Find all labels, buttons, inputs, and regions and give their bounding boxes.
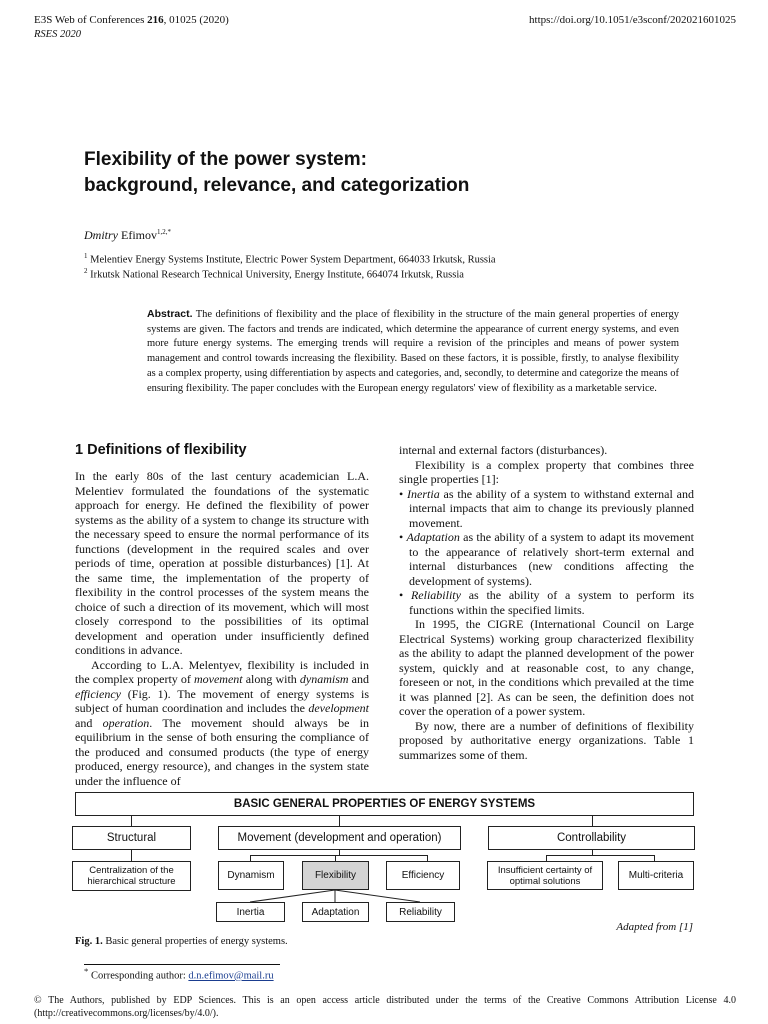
- connector: [131, 849, 132, 861]
- abstract-label: Abstract.: [147, 308, 193, 320]
- diagram-inertia-box: Inertia: [216, 902, 285, 922]
- bullet-adaptation: • Adaptation as the ability of a system to adapt its movement to the appearance of relatively short-term external and internal disturbances (new conditions affecting the development of systems).: [399, 530, 695, 588]
- figure-caption-label: Fig. 1.: [75, 936, 103, 947]
- term-reliability: Reliability: [410, 588, 461, 602]
- connector: [546, 855, 655, 856]
- p2-text-c: and: [348, 672, 369, 686]
- connector: [335, 855, 336, 861]
- journal-volume: 216: [147, 14, 164, 26]
- journal-name: E3S Web of Conferences: [34, 14, 148, 26]
- connector: [592, 815, 593, 826]
- diagram-efficiency-box: Efficiency: [386, 861, 460, 890]
- term-adaptation: Adaptation: [406, 530, 460, 544]
- footnote-text: Corresponding author:: [88, 970, 189, 982]
- abstract: [147, 307, 679, 396]
- title-line-2: background, relevance, and categorization: [84, 175, 470, 196]
- paragraph-3: Flexibility is a complex property that combines three single properties [1]:: [399, 457, 694, 486]
- affiliation-2-text: Irkutsk National Research Technical University, Energy Institute, 664074 Irkutsk, Russia: [87, 269, 464, 281]
- journal-citation: [34, 14, 229, 26]
- author-first-name: Dmitry: [84, 228, 118, 242]
- diagram-dynamism-box: Dynamism: [218, 861, 284, 890]
- bullet-adaptation-text: as the ability of a system to adapt its movement to the appearance of relatively short-term external and internal disturbances (new conditions affecting the development of systems).: [409, 530, 695, 588]
- diagram-top-box: BASIC GENERAL PROPERTIES OF ENERGY SYSTEMS: [75, 792, 694, 816]
- connector: [654, 855, 655, 861]
- left-column: [75, 469, 369, 788]
- diagram-centralization-box: Centralization of the hierarchical structure: [72, 861, 191, 891]
- paragraph-2: [75, 658, 369, 789]
- bullet-inertia-text: as the ability of a system to withstand external and internal impacts that aim to change its previously planned movement.: [409, 486, 694, 530]
- right-column: [399, 443, 694, 762]
- connector: [546, 855, 547, 861]
- connector: [592, 849, 593, 855]
- author-affiliation-marks: 1,2,*: [157, 228, 171, 236]
- paragraph-5: By now, there are a number of definitions of flexibility proposed by authoritative energy organizations. Table 1 summarizes some of them.: [399, 718, 694, 762]
- p2-text-f: . The movement should always be in equilibrium in the sense of both ensuring the compliance of the produced and consumed products (the type of energy produced, energy resource), and changes in the system state under the influence of: [75, 715, 369, 788]
- connector: [250, 855, 428, 856]
- connector: [427, 855, 428, 861]
- connector: [339, 815, 340, 826]
- paper-title: [84, 147, 704, 199]
- footnote-rule: [84, 964, 280, 965]
- author-email-link[interactable]: d.n.efimov@mail.ru: [188, 970, 274, 982]
- author-last-name: Efimov: [118, 228, 157, 242]
- diagram-insufficient-certainty-box: Insufficient certainty of optimal solutions: [487, 861, 603, 890]
- bullet-reliability: • Reliability as the ability of a system to perform its functions within the specified limits.: [399, 588, 694, 617]
- figure-caption-text: Basic general properties of energy systems.: [102, 936, 288, 947]
- p2-text-e: and: [75, 715, 103, 730]
- diagram-flexibility-box: Flexibility: [302, 861, 369, 890]
- diagram-controllability-box: Controllability: [488, 826, 695, 850]
- title-line-1: Flexibility of the power system:: [84, 149, 367, 170]
- term-development: development: [308, 701, 369, 715]
- term-efficiency: efficiency: [75, 686, 121, 701]
- figure-source: Adapted from [1]: [616, 921, 693, 933]
- figure-caption: [75, 936, 288, 947]
- journal-article: , 01025 (2020): [163, 14, 229, 26]
- p2-text-b: along with: [242, 672, 300, 686]
- p2-text-d: (Fig. 1). The movement of energy systems is subject of human coordination and includes the: [75, 686, 369, 715]
- doi-link[interactable]: https://doi.org/10.1051/e3sconf/202021601025: [529, 14, 736, 26]
- section-heading: 1 Definitions of flexibility: [75, 442, 247, 458]
- connector: [339, 849, 340, 855]
- diagram-structural-box: Structural: [72, 826, 191, 850]
- affiliation-1-mark: 1: [84, 252, 88, 260]
- affiliation-1-text: Melentiev Energy Systems Institute, Electric Power System Department, 664033 Irkutsk, Russia: [87, 254, 496, 266]
- affiliation-2-mark: 2: [84, 267, 88, 275]
- p2-text-a: According to L.A. Melentyev, flexibility is included in the complex property of: [75, 657, 369, 686]
- paragraph-1: In the early 80s of the last century academician L.A. Melentiev formulated the foundations of the systematic approach for energy. He defined the flexibility of power systems as the ability of a system to change its structure with the necessary speed to ensure the normal performance of its functions (development in the required scales and over periods of time, operation at possible disturbances) [1]. At the same time, the implementation of the property of flexibility in the control processes of the system means the choice of such a direction of its movement, which will most closely correspond to the possibilities of its optimal development and operation under insufficiently defined conditions in advance.: [75, 469, 369, 657]
- affiliation-1: [84, 252, 496, 266]
- connector: [250, 855, 251, 861]
- footnote-mark: *: [84, 966, 89, 976]
- bullet-reliability-text: as the ability of a system to perform its functions within the specified limits.: [409, 588, 694, 617]
- paragraph-continued: internal and external factors (disturbances).: [399, 443, 608, 457]
- footnote: [84, 966, 274, 982]
- diagram-movement-box: Movement (development and operation): [218, 826, 461, 850]
- affiliation-2: [84, 267, 464, 281]
- license-footer: © The Authors, published by EDP Sciences. This is an open access article distributed under the terms of the Creative Commons Attribution License 4.0 (http://creativecommons.org/licenses/by/4.0/).: [34, 995, 736, 1019]
- term-inertia: Inertia: [407, 486, 440, 501]
- term-dynamism: dynamism: [299, 672, 349, 686]
- conference-name: RSES 2020: [34, 29, 81, 40]
- abstract-text: The definitions of flexibility and the place of flexibility in the structure of the main general properties of energy systems are given. The factors and trends are indicated, which determine the appearance of current energy systems, and even more future energy systems. The emerging trends will require a revision of the principles and means of power system management and control towards increasing the flexibility. Based on these factors, it is possible, firstly, to analyse flexibility as a complex property, using differentiation by aspects and categories, and, secondly, to determine and categorize the means of ensuring flexibility. The paper concludes with the European energy regulators' view of flexibility as a marketable service.: [147, 309, 680, 394]
- term-operation: operation: [102, 715, 150, 730]
- bullet-inertia: • Inertia as the ability of a system to withstand external and internal impacts that aim to change its previously planned movement.: [399, 486, 694, 530]
- diagram-reliability-box: Reliability: [386, 902, 455, 922]
- paragraph-4: In 1995, the CIGRE (International Council on Large Electrical Systems) working group characterized flexibility as the ability to adapt the planned development of the power system, quickly and at reasonable cost, to any change, foreseen or not, in the conditions which prevailed at the time it was planned [2]. As can be seen, the definition does not cover the operation of a power system.: [399, 617, 694, 718]
- connector: [131, 815, 132, 826]
- diagram-multi-criteria-box: Multi-criteria: [618, 861, 694, 890]
- diagram-adaptation-box: Adaptation: [302, 902, 369, 922]
- author: [84, 228, 171, 243]
- term-movement: movement: [193, 672, 243, 686]
